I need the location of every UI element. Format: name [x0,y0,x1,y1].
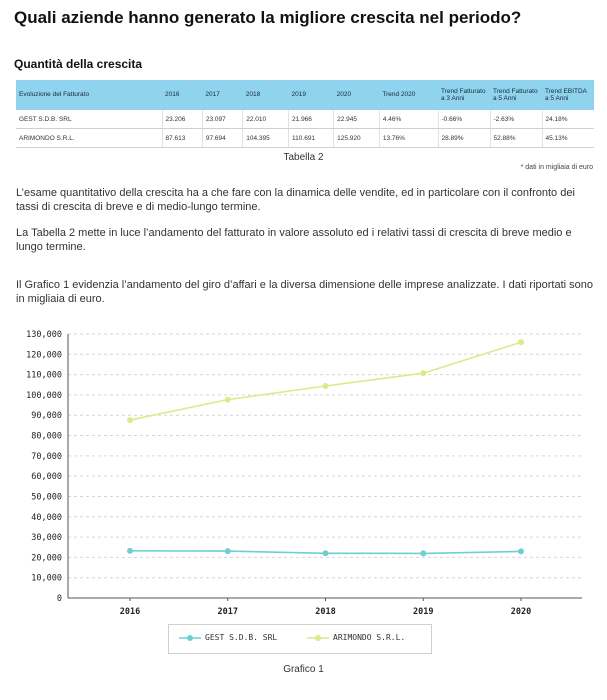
y-tick-label: 120,000 [26,350,62,361]
table-cell: GEST S.D.B. SRL [16,110,162,129]
table-cell: 23.206 [162,110,202,129]
table-cell: ARIMONDO S.R.L. [16,129,162,148]
table-header: Trend EBITDA a 5 Anni [542,80,594,110]
y-tick-label: 90,000 [31,411,62,422]
y-tick-label: 50,000 [31,492,62,503]
x-tick-label: 2020 [510,607,532,617]
table-header: Evoluzione del Fatturato [16,80,162,110]
table-cell: -0.66% [438,110,490,129]
table-header: 2020 [334,80,380,110]
y-tick-label: 20,000 [31,553,62,564]
table-header: 2019 [289,80,334,110]
y-tick-label: 60,000 [31,472,62,483]
y-tick-label: 10,000 [31,573,62,584]
legend-label: ARIMONDO S.R.L. [333,633,406,642]
table-cell: 52.88% [490,129,542,148]
y-tick-label: 70,000 [31,451,62,462]
legend-label: GEST S.D.B. SRL [205,633,278,642]
growth-table [16,80,594,148]
paragraph: L’esame quantitativo della crescita ha a che fare con la dinamica delle vendite, ed in particolare con il confronto dei tassi di crescita di breve e di medio-lungo termine. [16,187,575,213]
data-point [127,548,133,554]
table-caption: Tabella 2 [283,152,324,163]
table-header: Trend 2020 [379,80,438,110]
table-cell: 23.097 [202,110,242,129]
table-header: Trend Fatturato a 3 Anni [438,80,490,110]
data-point [127,417,133,423]
y-tick-label: 130,000 [26,330,62,340]
table-cell: 28.89% [438,129,490,148]
table-cell: 4.46% [379,110,438,129]
table-header: 2017 [202,80,242,110]
data-point [518,548,524,554]
table-cell: -2.63% [490,110,542,129]
y-tick-label: 0 [56,594,62,604]
paragraph: La Tabella 2 mette in luce l’andamento del fatturato in valore assoluto ed i relativi tassi di crescita di breve medio e lungo termine. [16,227,572,253]
table-cell: 22.945 [334,110,380,129]
table-header: 2016 [162,80,202,110]
table-cell: 13.76% [379,129,438,148]
legend-item-gest [179,633,277,642]
legend-marker-icon [307,634,329,642]
table-cell: 110.691 [289,129,334,148]
table-cell: 22.010 [243,110,289,129]
legend-marker-icon [179,634,201,642]
data-point [323,550,329,556]
data-point [420,550,426,556]
y-tick-label: 30,000 [31,533,62,544]
legend-item-arimondo [307,633,405,642]
x-tick-label: 2017 [217,607,238,617]
table-cell: 87.613 [162,129,202,148]
table-cell: 125.920 [334,129,380,148]
y-tick-label: 110,000 [26,370,62,381]
x-tick-label: 2016 [119,607,141,617]
table-cell: 24.18% [542,110,594,129]
section-title: Quantità della crescita [14,57,143,71]
table-header: Trend Fatturato a 5 Anni [490,80,542,110]
data-point [225,397,231,403]
y-tick-label: 40,000 [31,512,62,523]
data-point [323,383,329,389]
y-tick-label: 80,000 [31,431,62,442]
table-row [16,110,594,129]
table-header: 2018 [243,80,289,110]
x-tick-label: 2018 [315,607,336,617]
data-point [420,370,426,376]
table-header-row [16,80,594,110]
revenue-line-chart [0,318,607,618]
chart-legend [168,624,432,654]
data-point [518,339,524,345]
table-cell: 104.395 [243,129,289,148]
table-cell: 45.13% [542,129,594,148]
table-cell: 21.966 [289,110,334,129]
y-tick-label: 100,000 [26,390,62,401]
table-note: * dati in migliaia di euro [520,164,593,171]
table-row [16,129,594,148]
page-title: Quali aziende hanno generato la migliore crescita nel periodo? [14,8,522,27]
paragraph: Il Grafico 1 evidenzia l’andamento del giro d’affari e la diversa dimensione delle imprese analizzate. I dati riportati sono in migliaia di euro. [16,279,594,305]
data-point [225,548,231,554]
table-cell: 97.694 [202,129,242,148]
x-tick-label: 2019 [413,607,434,617]
chart-caption: Grafico 1 [283,664,324,675]
